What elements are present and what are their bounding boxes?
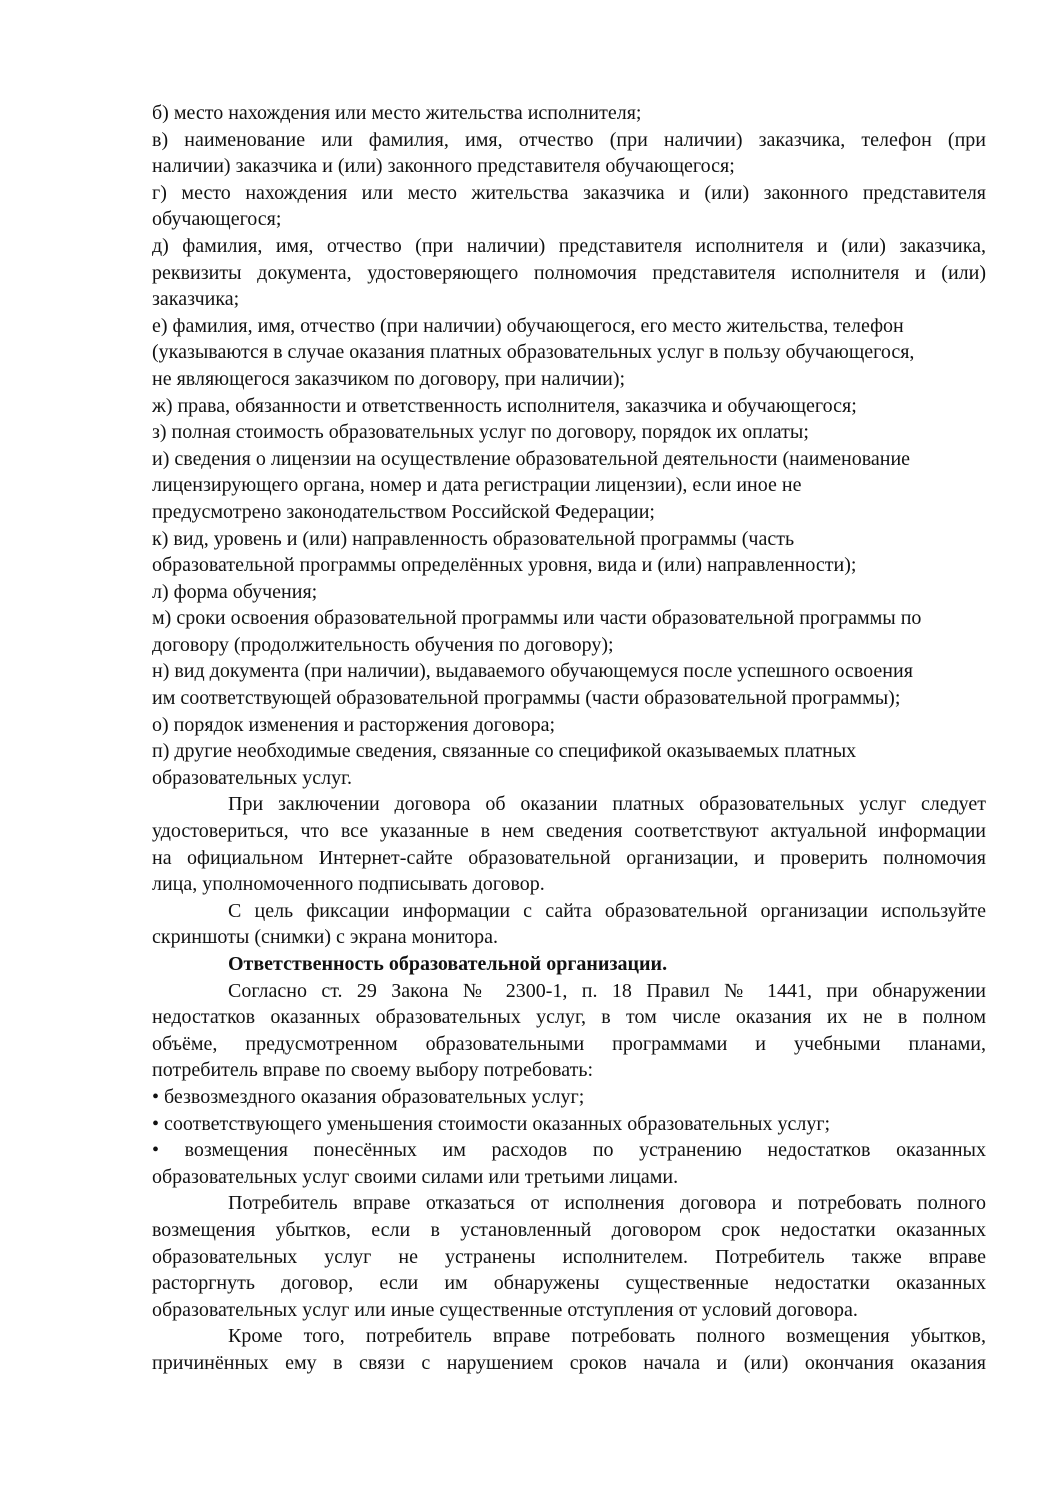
text-line: удостовериться, что все указанные в нем сведения соответствуют актуальной информации xyxy=(152,820,986,843)
text-line: договору (продолжительность обучения по договору); xyxy=(152,633,614,656)
text-line: • возмещения понесённых им расходов по устранению недостатков оказанных xyxy=(152,1139,986,1162)
text-line: лица, уполномоченного подписывать договор. xyxy=(152,873,545,896)
section-heading: Ответственность образовательной организации. xyxy=(228,953,668,975)
text-line: п) другие необходимые сведения, связанные со спецификой оказываемых платных xyxy=(152,740,857,763)
text-line: з) полная стоимость образовательных услуг по договору, порядок их оплаты; xyxy=(152,421,809,444)
text-line: Согласно ст. 29 Закона № 2300-1, п. 18 Правил № 1441, при обнаружении xyxy=(228,979,986,1002)
text-line: скриншоты (снимки) с экрана монитора. xyxy=(152,926,499,949)
text-line: н) вид документа (при наличии), выдаваемого обучающемуся после успешного освоения xyxy=(152,660,913,683)
text-line: д) фамилия, имя, отчество (при наличии) представителя исполнителя и (или) заказчика, xyxy=(152,234,986,257)
text-line: образовательных услуг. xyxy=(152,766,353,789)
text-line: и) сведения о лицензии на осуществление образовательной деятельности (наименование xyxy=(152,447,911,470)
text-line: причинённых ему в связи с нарушением сроков начала и (или) окончания оказания xyxy=(152,1351,986,1374)
text-line: обучающегося; xyxy=(152,208,282,231)
text-line: заказчика; xyxy=(152,288,240,311)
text-line: (указываются в случае оказания платных образовательных услуг в пользу обучающегося, xyxy=(152,341,915,364)
text-line: о) порядок изменения и расторжения договора; xyxy=(152,713,556,736)
text-line: лицензирующего органа, номер и дата регистрации лицензии), если иное не xyxy=(152,474,802,497)
text-line: возмещения убытков, если в установленный договором срок недостатки оказанных xyxy=(152,1218,986,1241)
text-line: недостатков оказанных образовательных услуг, в том числе оказания их не в полном xyxy=(152,1006,986,1029)
text-line: образовательной программы определённых уровня, вида и (или) направленности); xyxy=(152,554,857,577)
text-line: При заключении договора об оказании платных образовательных услуг следует xyxy=(228,793,986,816)
text-line: б) место нахождения или место жительства исполнителя; xyxy=(152,102,642,124)
text-line: потребитель вправе по своему выбору потребовать: xyxy=(152,1059,594,1082)
text-line: предусмотрено законодательством Российской Федерации; xyxy=(152,500,655,523)
text-line: • безвозмездного оказания образовательных услуг; xyxy=(152,1085,585,1108)
text-line: С цель фиксации информации с сайта образовательной организации используйте xyxy=(228,899,986,922)
text-line: к) вид, уровень и (или) направленность образовательной программы (часть xyxy=(152,527,795,550)
text-line: расторгнуть договор, если им обнаружены существенные недостатки оказанных xyxy=(152,1272,986,1295)
text-line: л) форма обучения; xyxy=(152,580,318,603)
text-line: объёме, предусмотренном образовательными программами и учебными планами, xyxy=(152,1032,986,1055)
text-line: в) наименование или фамилия, имя, отчество (при наличии) заказчика, телефон (при xyxy=(152,128,986,151)
text-line: Потребитель вправе отказаться от исполнения договора и потребовать полного xyxy=(228,1192,986,1215)
text-line: Кроме того, потребитель вправе потребовать полного возмещения убытков, xyxy=(228,1325,986,1348)
text-line: м) сроки освоения образовательной программы или части образовательной программы по xyxy=(152,607,922,630)
text-line: • соответствующего уменьшения стоимости оказанных образовательных услуг; xyxy=(152,1112,831,1135)
text-line: г) место нахождения или место жительства заказчика и (или) законного представителя xyxy=(152,181,986,204)
text-line: е) фамилия, имя, отчество (при наличии) обучающегося, его место жительства, телефон xyxy=(152,314,904,337)
text-line: образовательных услуг своими силами или третьими лицами. xyxy=(152,1165,679,1188)
text-line: им соответствующей образовательной программы (части образовательной программы); xyxy=(152,687,901,710)
text-line: ж) права, обязанности и ответственность исполнителя, заказчика и обучающегося; xyxy=(152,394,857,417)
text-line: образовательных услуг или иные существенные отступления от условий договора. xyxy=(152,1298,858,1321)
text-line: наличии) заказчика и (или) законного представителя обучающегося; xyxy=(152,155,735,178)
document-page xyxy=(152,100,986,1377)
text-line: реквизиты документа, удостоверяющего полномочия представителя исполнителя и (или) xyxy=(152,261,986,284)
text-line: не являющегося заказчиком по договору, при наличии); xyxy=(152,367,626,390)
text-line: на официальном Интернет-сайте образовательной организации, и проверить полномочия xyxy=(152,846,986,869)
text-line: образовательных услуг не устранены исполнителем. Потребитель также вправе xyxy=(152,1245,986,1268)
